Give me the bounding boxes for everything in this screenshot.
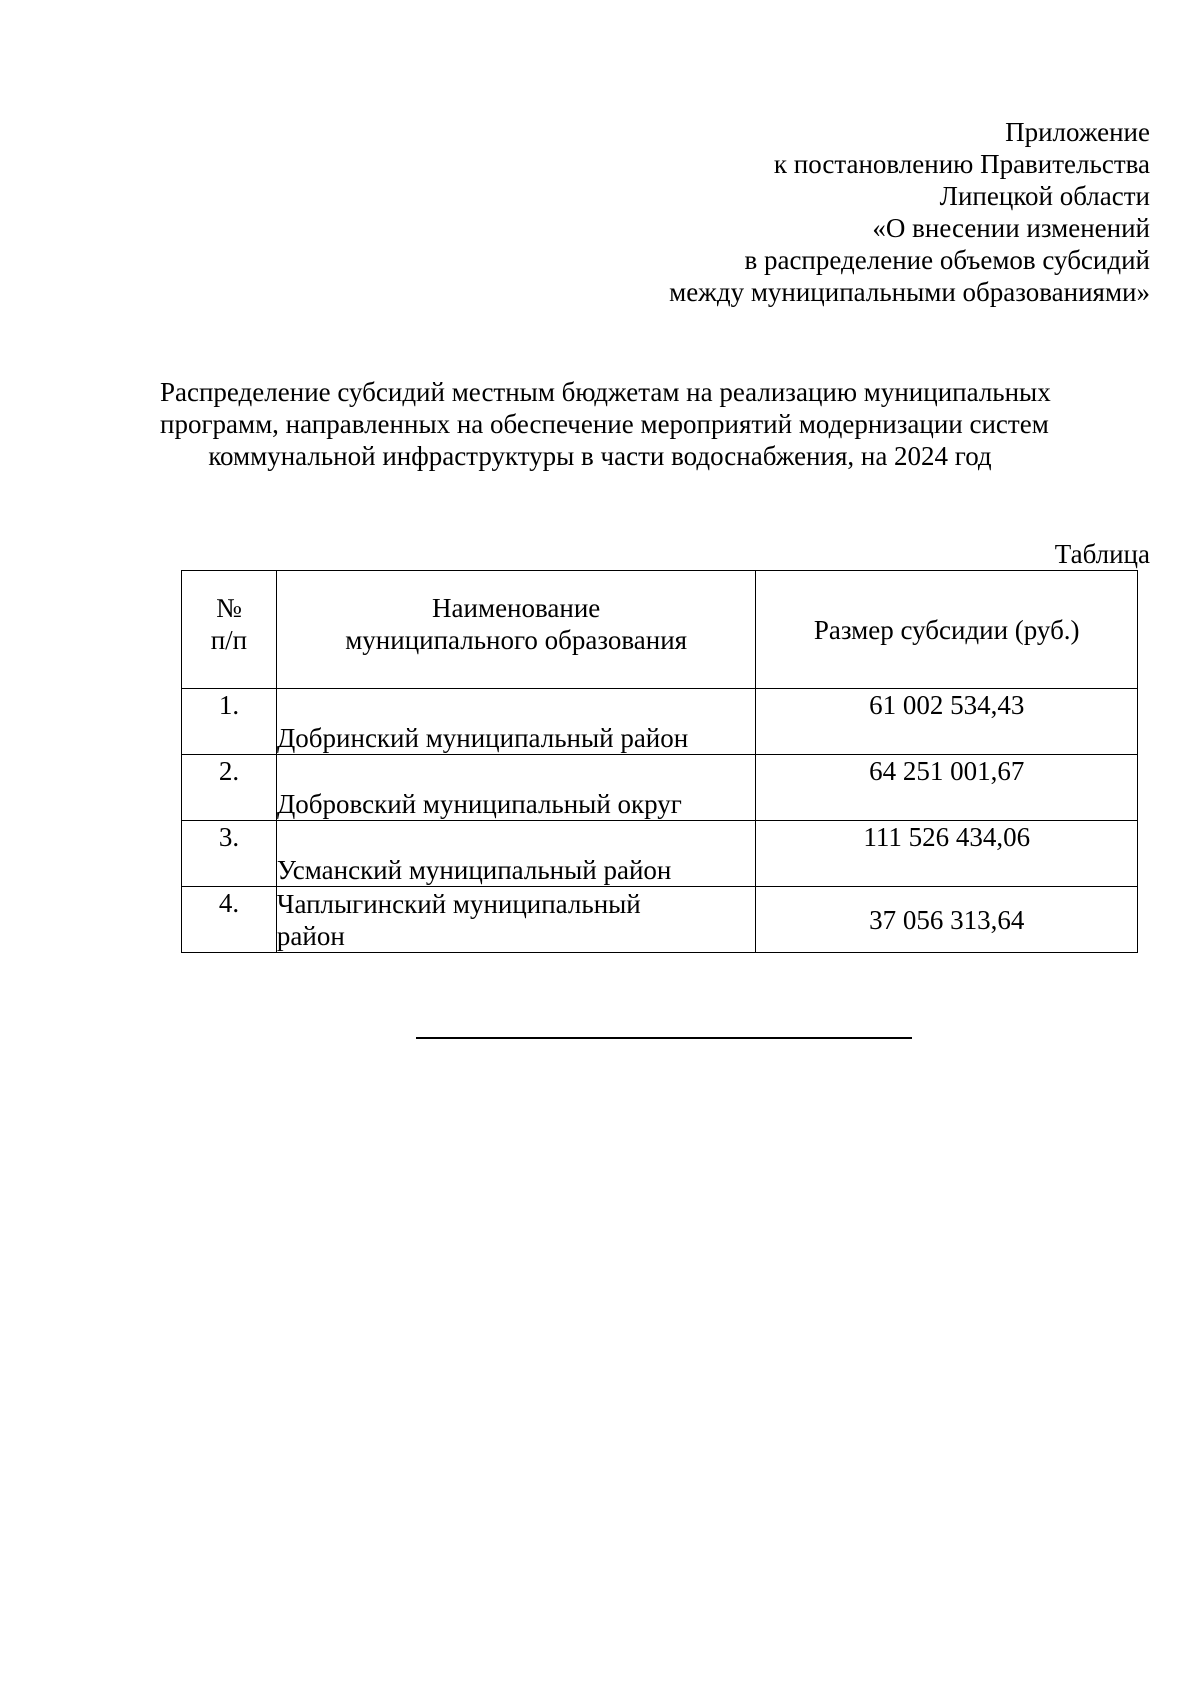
row-number: 4. — [182, 887, 277, 953]
document-title — [160, 376, 1051, 472]
row-name-line: Чаплыгинский муниципальный — [276, 888, 641, 919]
row-name: Добринский муниципальный район — [276, 689, 756, 755]
row-amount: 61 002 534,43 — [756, 689, 1138, 755]
row-amount: 37 056 313,64 — [756, 887, 1138, 953]
table-row — [182, 887, 1138, 953]
subsidy-table — [181, 570, 1138, 953]
table-row — [182, 689, 1138, 755]
appendix-line: Липецкой области — [939, 181, 1150, 211]
row-name — [276, 887, 756, 953]
appendix-line: к постановлению Правительства — [773, 149, 1150, 179]
title-line: коммунальной инфраструктуры в части водоснабжения, на 2024 год — [208, 441, 992, 471]
table-row — [182, 755, 1138, 821]
row-number: 1. — [182, 689, 277, 755]
row-amount: 64 251 001,67 — [756, 755, 1138, 821]
header-name-line: Наименование — [432, 592, 601, 623]
header-name — [276, 571, 756, 689]
appendix-line: в распределение объемов субсидий — [744, 245, 1150, 275]
row-name: Усманский муниципальный район — [276, 821, 756, 887]
header-name-line: муниципального образования — [345, 624, 688, 655]
appendix-line: Приложение — [1005, 117, 1150, 147]
row-number: 3. — [182, 821, 277, 887]
row-name-line: район — [276, 920, 345, 951]
table-row — [182, 821, 1138, 887]
row-amount: 111 526 434,06 — [756, 821, 1138, 887]
row-number: 2. — [182, 755, 277, 821]
table-caption: Таблица — [1054, 539, 1150, 569]
header-number — [182, 571, 277, 689]
closing-rule — [416, 1037, 912, 1039]
row-name: Добровский муниципальный округ — [276, 755, 756, 821]
appendix-line: между муниципальными образованиями» — [669, 277, 1150, 307]
appendix-block — [669, 116, 1150, 308]
header-number-line: № — [216, 592, 242, 623]
appendix-line: «О внесении изменений — [872, 213, 1150, 243]
header-amount: Размер субсидии (руб.) — [756, 571, 1138, 689]
table-header-row — [182, 571, 1138, 689]
title-line: Распределение субсидий местным бюджетам на реализацию муниципальных — [160, 377, 1051, 407]
header-number-line: п/п — [210, 624, 248, 655]
title-line: программ, направленных на обеспечение мероприятий модернизации систем — [160, 409, 1049, 439]
